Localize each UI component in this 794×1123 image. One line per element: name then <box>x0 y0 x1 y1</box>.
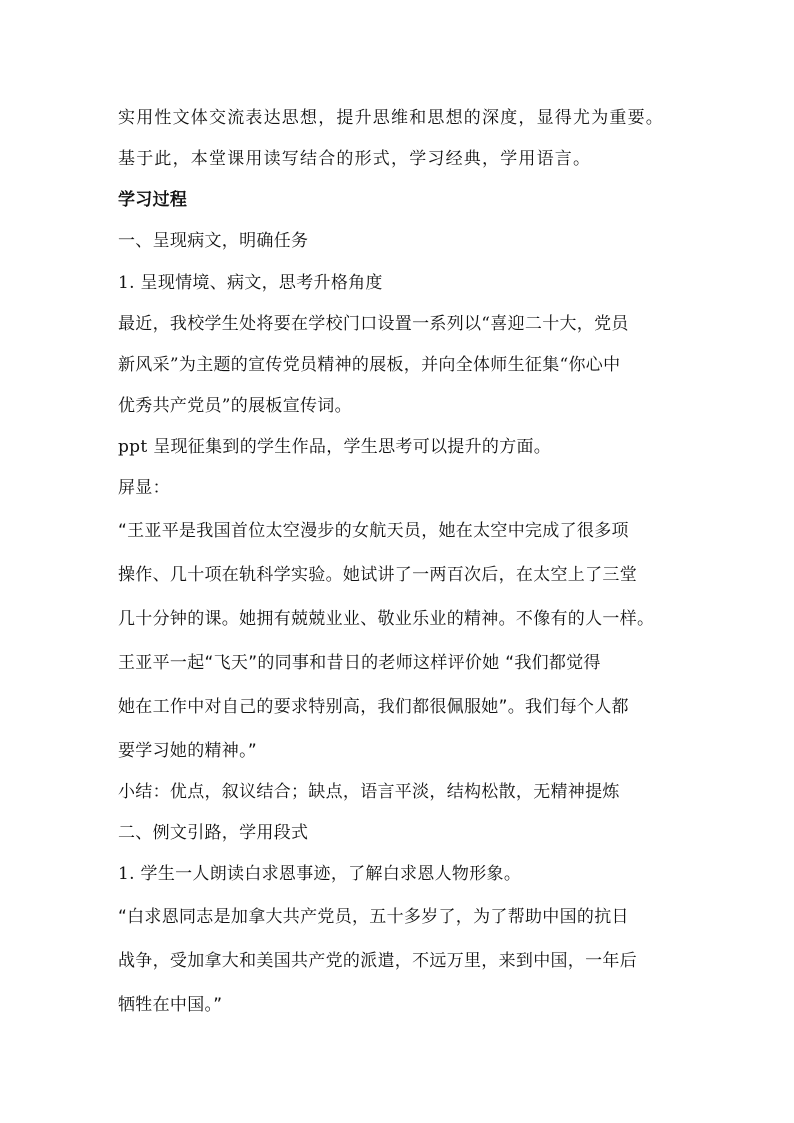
section-heading: 学习过程 <box>118 190 188 210</box>
paragraph-line: 实用性文体交流表达思想，提升思维和思想的深度，显得尤为重要。 <box>118 108 664 128</box>
quote-line: “王亚平是我国首位太空漫步的女航天员，她在太空中完成了很多项 <box>118 521 629 541</box>
quote-line: 要学习她的精神。” <box>118 741 258 761</box>
subsection-heading: 一、呈现病文，明确任务 <box>118 231 309 251</box>
quote-line: “白求恩同志是加拿大共产党员，五十多岁了，为了帮助中国的抗日 <box>118 907 629 927</box>
quote-line: 战争，受加拿大和美国共产党的派遣，不远万里，来到中国，一年后 <box>118 951 637 971</box>
paragraph-line: ppt 呈现征集到的学生作品，学生思考可以提升的方面。 <box>118 437 552 457</box>
quote-line: 王亚平一起“飞天”的同事和昔日的老师这样评价她 “我们都觉得 <box>118 653 601 673</box>
subsection-heading: 二、例文引路，学用段式 <box>118 823 309 843</box>
summary-line: 小结：优点，叙议结合；缺点，语言平淡，结构松散，无精神提炼 <box>118 782 620 802</box>
screen-label: 屏显： <box>118 478 170 498</box>
quote-line: 几十分钟的课。她拥有兢兢业业、敬业乐业的精神。不像有的人一样。 <box>118 609 655 629</box>
step-heading: 1. 学生一人朗读白求恩事迹，了解白求恩人物形象。 <box>118 864 522 884</box>
paragraph-line: 最近，我校学生处将要在学校门口设置一系列以“喜迎二十大，党员 <box>118 314 629 334</box>
paragraph-line: 新风采”为主题的宣传党员精神的展板，并向全体师生征集“你心中 <box>118 355 621 375</box>
quote-line: 操作、几十项在轨科学实验。她试讲了一两百次后，在太空上了三堂 <box>118 565 637 585</box>
quote-line: 牺牲在中国。” <box>118 995 223 1015</box>
paragraph-line: 优秀共产党员”的展板宣传词。 <box>118 396 352 416</box>
quote-line: 她在工作中对自己的要求特别高，我们都很佩服她”。我们每个人都 <box>118 697 629 717</box>
paragraph-line: 基于此，本堂课用读写结合的形式，学习经典，学用语言。 <box>118 149 592 169</box>
step-heading: 1. 呈现情境、病文，思考升格角度 <box>118 273 383 293</box>
